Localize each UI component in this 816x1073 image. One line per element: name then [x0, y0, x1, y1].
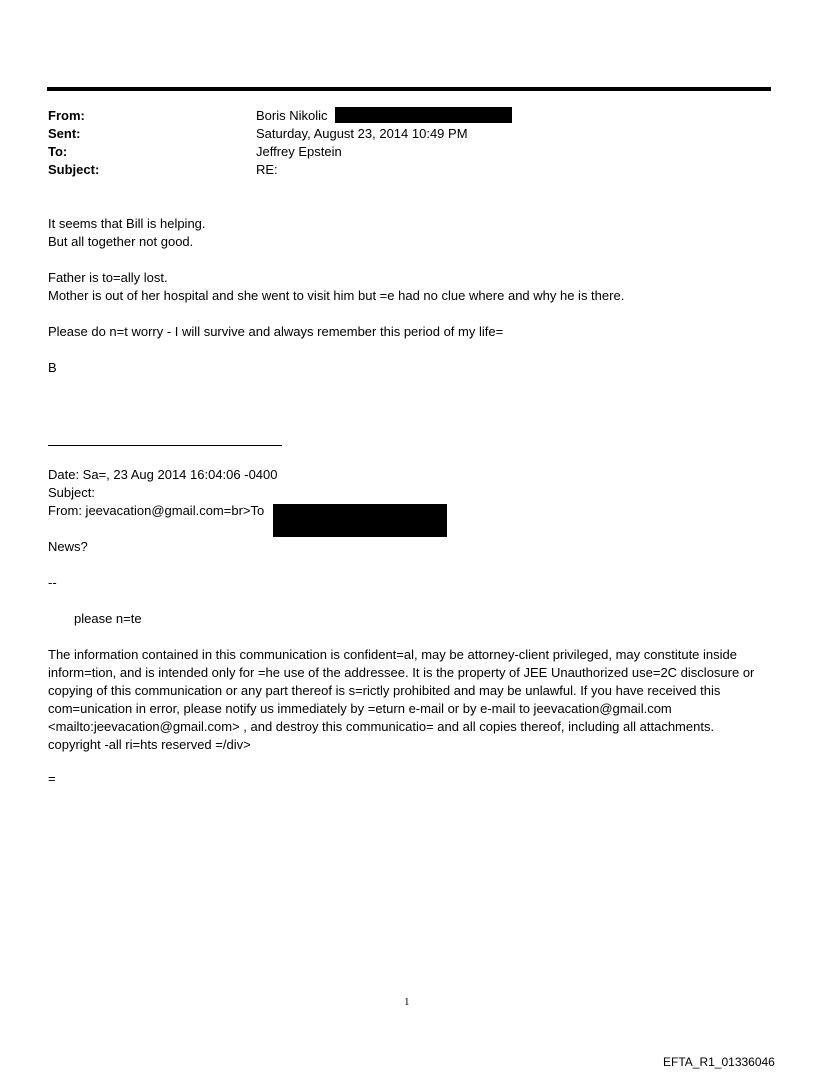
quoted-date: Date: Sa=, 23 Aug 2014 16:04:06 -0400	[48, 467, 278, 482]
quote-separator	[48, 445, 282, 446]
quoted-note: please n=te	[74, 611, 142, 626]
body-line: Mother is out of her hospital and she went to visit him but =e had no clue where and why he is there.	[48, 288, 625, 303]
body-line: Father is to=ally lost.	[48, 270, 168, 285]
sent-value: Saturday, August 23, 2014 10:49 PM	[256, 126, 468, 141]
from-label: From:	[48, 108, 85, 123]
subject-label: Subject:	[48, 162, 100, 177]
quoted-subject: Subject:	[48, 485, 95, 500]
redaction-to-address	[273, 504, 447, 537]
quoted-dashes: --	[48, 575, 57, 590]
document-id: EFTA_R1_01336046	[663, 1055, 775, 1069]
to-label: To:	[48, 144, 68, 159]
from-value: Boris Nikolic	[256, 108, 328, 123]
subject-value: RE:	[256, 162, 278, 177]
redaction-from-email	[335, 107, 512, 123]
quoted-news: News?	[48, 539, 88, 554]
body-line: It seems that Bill is helping.	[48, 216, 206, 231]
sent-label: Sent:	[48, 126, 81, 141]
signoff: B	[48, 360, 57, 375]
body-line: Please do n=t worry - I will survive and always remember this period of my life=	[48, 324, 504, 339]
confidentiality-disclaimer: The information contained in this communication is confident=al, may be attorney-client privileged, may constitute inside inform=tion, and is intended only for =he use of the addressee. It is the property of JEE Unauthorized use=2C disclosure or copying of this communication or any part thereof is s=rictly prohibited and may be unlawful. If you have received this com=unication in error, please notify us immediately by =eturn e-mail or by e-mail to jeevacation@gmail.com <mailto:jeevacation@gmail.com> , and destroy this communicatio= and all copies thereof, including all attachments. copyright -all ri=hts reserved =/div>	[48, 647, 755, 752]
top-divider	[47, 87, 771, 91]
quoted-from: From: jeevacation@gmail.com=br>To	[48, 503, 265, 518]
page-number: 1	[404, 996, 410, 1008]
trailing-equals: =	[48, 771, 56, 786]
to-value: Jeffrey Epstein	[256, 144, 342, 159]
body-line: But all together not good.	[48, 234, 194, 249]
